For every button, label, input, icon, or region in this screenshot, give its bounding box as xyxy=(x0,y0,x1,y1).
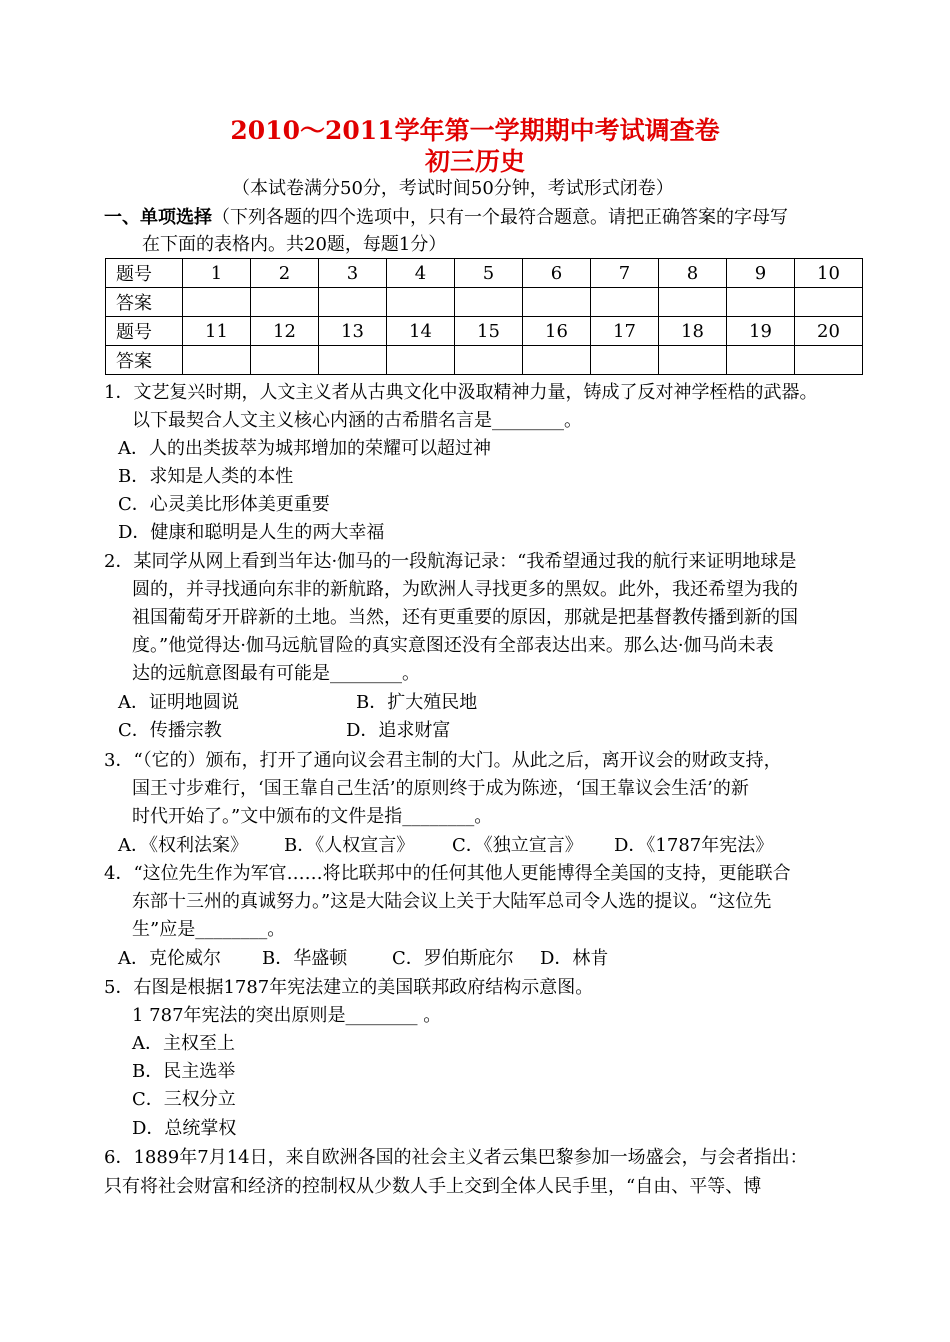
q1-option-c: C．心灵美比形体美更重要 xyxy=(118,494,330,515)
q6-stem-line2: 只有将社会财富和经济的控制权从少数人手上交到全体人民手里，“自由、平等、博 xyxy=(104,1176,762,1197)
q5-option-c: C．三权分立 xyxy=(132,1089,236,1110)
question-number-cell: 16 xyxy=(523,317,591,346)
answer-cell[interactable] xyxy=(455,288,523,317)
q1-stem-line1: 1．文艺复兴时期，人文主义者从古典文化中汲取精神力量，铸成了反对神学桎梏的武器。 xyxy=(104,382,818,403)
answer-cell[interactable] xyxy=(591,288,659,317)
q5-option-a: A．主权至上 xyxy=(132,1033,235,1054)
q2-option-a: A．证明地圆说 xyxy=(118,692,239,713)
question-number-cell: 12 xyxy=(251,317,319,346)
question-number-cell: 1 xyxy=(183,259,251,288)
question-number-cell: 11 xyxy=(183,317,251,346)
exam-subtitle: 初三历史 xyxy=(424,147,525,176)
q4-stem-line2: 东部十三州的真诚努力。”这是大陆会议上关于大陆军总司令人选的提议。“这位先 xyxy=(132,891,772,912)
q5-option-b: B．民主选举 xyxy=(132,1061,236,1082)
question-number-cell: 18 xyxy=(659,317,727,346)
answer-cell[interactable] xyxy=(319,346,387,375)
table-row xyxy=(106,317,863,346)
q2-option-b: B．扩大殖民地 xyxy=(356,692,478,713)
q4-option-d: D．林肯 xyxy=(540,948,609,969)
question-number-label: 题号 xyxy=(106,317,183,346)
answer-cell[interactable] xyxy=(727,346,795,375)
question-number-cell: 3 xyxy=(319,259,387,288)
q3-stem-line2: 国王寸步难行，‘国王靠自己生活’的原则终于成为陈迹，‘国王靠议会生活’的新 xyxy=(132,778,749,799)
q5-stem-line2: 1 787年宪法的突出原则是________ 。 xyxy=(132,1005,442,1026)
q3-option-b: B．《人权宣言》 xyxy=(284,835,415,856)
answer-cell[interactable] xyxy=(659,346,727,375)
answer-label: 答案 xyxy=(106,346,183,375)
q3-option-a: A．《权利法案》 xyxy=(118,835,248,856)
answer-cell[interactable] xyxy=(319,288,387,317)
q4-option-b: B．华盛顿 xyxy=(262,948,348,969)
question-number-cell: 19 xyxy=(727,317,795,346)
answer-table xyxy=(105,258,863,375)
q1-stem-line2: 以下最契合人文主义核心内涵的古希腊名言是________。 xyxy=(132,410,582,431)
question-number-cell: 6 xyxy=(523,259,591,288)
q3-stem-line3: 时代开始了。”文中颁布的文件是指________。 xyxy=(132,806,493,827)
question-number-cell: 5 xyxy=(455,259,523,288)
question-number-cell: 15 xyxy=(455,317,523,346)
section1-instruction-line2: 在下面的表格内。共20题，每题1分） xyxy=(142,234,447,255)
question-number-cell: 14 xyxy=(387,317,455,346)
q2-option-d: D．追求财富 xyxy=(346,720,451,741)
section1-heading: 一、单项选择 xyxy=(104,207,212,228)
answer-cell[interactable] xyxy=(251,346,319,375)
q4-stem-line3: 生”应是________。 xyxy=(132,919,286,940)
question-number-cell: 4 xyxy=(387,259,455,288)
question-number-cell: 7 xyxy=(591,259,659,288)
q1-option-a: A．人的出类拔萃为城邦增加的荣耀可以超过神 xyxy=(118,438,491,459)
q2-stem-line2: 圆的，并寻找通向东非的新航路，为欧洲人寻找更多的黑奴。此外，我还希望为我的 xyxy=(132,579,798,600)
answer-cell[interactable] xyxy=(727,288,795,317)
answer-cell[interactable] xyxy=(251,288,319,317)
exam-note: （本试卷满分50分，考试时间50分钟，考试形式闭卷） xyxy=(232,178,674,199)
answer-label: 答案 xyxy=(106,288,183,317)
answer-cell[interactable] xyxy=(795,346,863,375)
question-number-cell: 17 xyxy=(591,317,659,346)
answer-cell[interactable] xyxy=(795,288,863,317)
q2-option-c: C．传播宗教 xyxy=(118,720,222,741)
question-number-cell: 8 xyxy=(659,259,727,288)
exam-title: 2010～2011学年第一学期期中考试调查卷 xyxy=(230,116,720,145)
answer-cell[interactable] xyxy=(659,288,727,317)
section1-instruction xyxy=(104,205,788,231)
q3-option-d: D．《1787年宪法》 xyxy=(614,835,774,856)
answer-cell[interactable] xyxy=(183,346,251,375)
answer-cell[interactable] xyxy=(523,346,591,375)
q1-option-b: B．求知是人类的本性 xyxy=(118,466,294,487)
q5-option-d: D．总统掌权 xyxy=(132,1118,237,1139)
question-number-cell: 9 xyxy=(727,259,795,288)
q2-stem-line1: 2．某同学从网上看到当年达·伽马的一段航海记录：“我希望通过我的航行来证明地球是 xyxy=(104,551,797,572)
answer-cell[interactable] xyxy=(523,288,591,317)
q3-stem-line1: 3．“（它的）颁布，打开了通向议会君主制的大门。从此之后，离开议会的财政支持， xyxy=(104,750,782,771)
q2-stem-line4: 度。”他觉得达·伽马远航冒险的真实意图还没有全部表达出来。那么达·伽马尚未表 xyxy=(132,635,774,656)
answer-cell[interactable] xyxy=(183,288,251,317)
answer-cell[interactable] xyxy=(455,346,523,375)
answer-cell[interactable] xyxy=(387,288,455,317)
answer-cell[interactable] xyxy=(387,346,455,375)
question-number-label: 题号 xyxy=(106,259,183,288)
question-number-cell: 2 xyxy=(251,259,319,288)
question-number-cell: 10 xyxy=(795,259,863,288)
q4-option-c: C．罗伯斯庇尔 xyxy=(392,948,514,969)
question-number-cell: 13 xyxy=(319,317,387,346)
q4-stem-line1: 4．“这位先生作为军官……将比联邦中的任何其他人更能博得全美国的支持，更能联合 xyxy=(104,863,791,884)
q1-option-d: D．健康和聪明是人生的两大幸福 xyxy=(118,522,385,543)
table-row xyxy=(106,259,863,288)
question-number-cell: 20 xyxy=(795,317,863,346)
q2-stem-line3: 祖国葡萄牙开辟新的土地。当然，还有更重要的原因，那就是把基督教传播到新的国 xyxy=(132,607,798,628)
q6-stem-line1: 6．1889年7月14日，来自欧洲各国的社会主义者云集巴黎参加一场盛会，与会者指出： xyxy=(104,1147,808,1168)
table-row xyxy=(106,288,863,317)
section1-instruction-line1: （下列各题的四个选项中，只有一个最符合题意。请把正确答案的字母写 xyxy=(212,207,788,228)
q5-stem-line1: 5．右图是根据1787年宪法建立的美国联邦政府结构示意图。 xyxy=(104,977,594,998)
q3-option-c: C．《独立宣言》 xyxy=(452,835,583,856)
answer-cell[interactable] xyxy=(591,346,659,375)
q4-option-a: A．克伦威尔 xyxy=(118,948,221,969)
table-row xyxy=(106,346,863,375)
q2-stem-line5: 达的远航意图最有可能是________。 xyxy=(132,663,420,684)
